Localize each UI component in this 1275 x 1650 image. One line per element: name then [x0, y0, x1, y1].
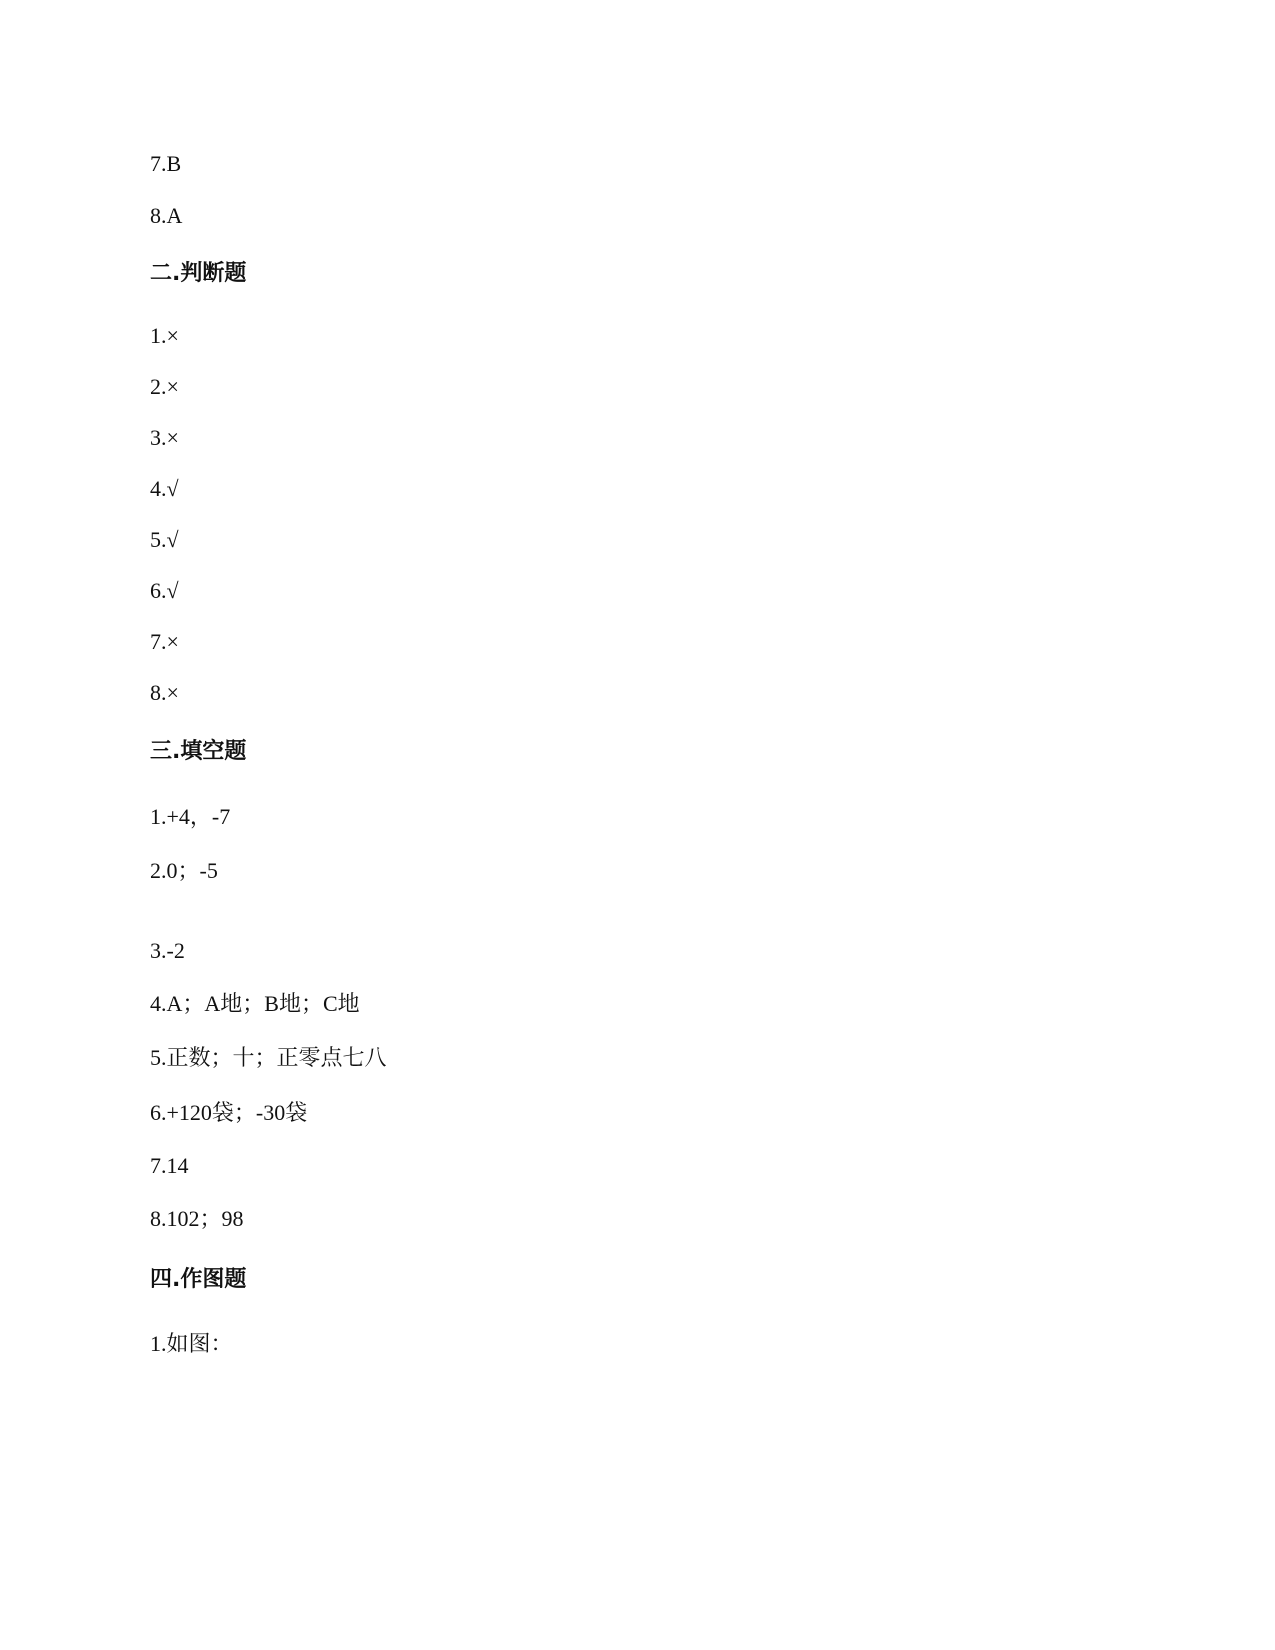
answer-judgement-5: 5.√ [150, 527, 179, 552]
answer-judgement-4: 4.√ [150, 476, 179, 501]
answer-judgement-2: 2.× [150, 374, 179, 399]
answer-fill-5: 5.正数；十；正零点七八 [150, 1045, 387, 1070]
section-heading-judgement: 二.判断题 [150, 261, 247, 286]
answer-fill-4: 4.A；A地；B地；C地 [150, 991, 360, 1016]
section-heading-drawing: 四.作图题 [150, 1267, 247, 1292]
answer-choice-7: 7.B [150, 151, 182, 176]
answer-fill-2: 2.0；-5 [150, 858, 218, 883]
answer-judgement-3: 3.× [150, 425, 179, 450]
answer-judgement-6: 6.√ [150, 578, 179, 603]
answer-fill-1: 1.+4，-7 [150, 804, 231, 829]
section-heading-fill-blank: 三.填空题 [150, 739, 247, 764]
answer-judgement-8: 8.× [150, 680, 179, 705]
answer-drawing-1: 1.如图： [150, 1331, 233, 1356]
answer-fill-3: 3.-2 [150, 938, 185, 963]
answer-choice-8: 8.A [150, 203, 183, 228]
answer-judgement-1: 1.× [150, 323, 179, 348]
answer-judgement-7: 7.× [150, 629, 179, 654]
answer-fill-7: 7.14 [150, 1153, 189, 1178]
answer-fill-6: 6.+120袋；-30袋 [150, 1100, 308, 1125]
answer-fill-8: 8.102；98 [150, 1206, 244, 1231]
